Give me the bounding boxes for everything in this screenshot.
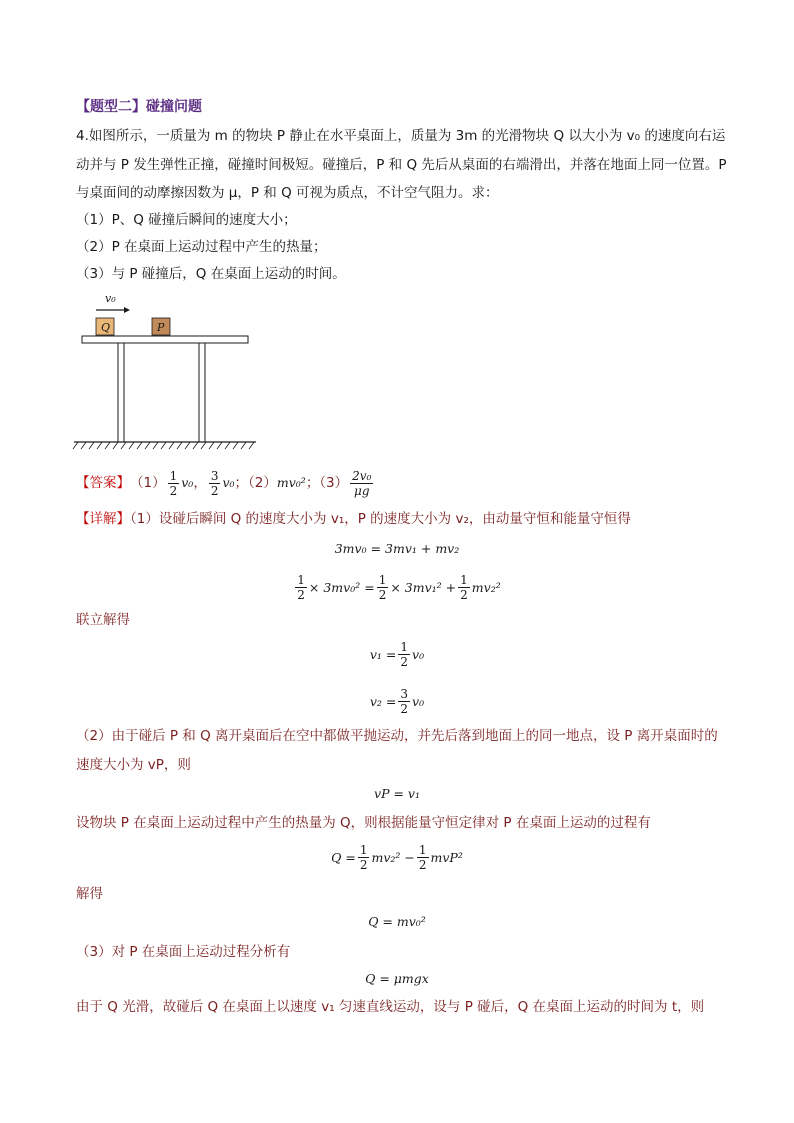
solve-label: 联立解得 bbox=[76, 612, 130, 628]
sub-question-2: （2）P 在桌面上运动过程中产生的热量； bbox=[76, 239, 327, 255]
equation-v2: v₂ = $\frac{3}{2}$ v₀ bbox=[369, 686, 425, 716]
answer-var-1: v₀ bbox=[181, 475, 194, 490]
equation-heat-result: Q = mv₀² bbox=[368, 914, 426, 929]
answer-label: 【答案】 bbox=[76, 475, 130, 491]
part3-line-2: 由于 Q 光滑，故碰后 Q 在桌面上以速度 v₁ 匀速直线运动，设与 P 碰后，Q 在桌面上运动的时间为 t，则 bbox=[76, 999, 705, 1015]
velocity-arrowhead bbox=[124, 307, 130, 313]
v0-label: v₀ bbox=[105, 292, 116, 305]
section-title: 【题型二】碰撞问题 bbox=[76, 99, 202, 115]
question-line-3: 与桌面间的动摩擦因数为 μ，P 和 Q 可视为质点，不计空气阻力。求： bbox=[76, 185, 499, 201]
table-top bbox=[82, 336, 248, 343]
part2-line-3: 设物块 P 在桌面上运动过程中产生的热量为 Q，则根据能量守恒定律对 P 在桌面上运动的过程有 bbox=[76, 815, 651, 831]
answer-part-3: ；（3） bbox=[305, 475, 349, 491]
question-line-1: 4.如图所示，一质量为 m 的物块 P 静止在水平桌面上，质量为 3m 的光滑物块 Q 以大小为 v₀ 的速度向右运 bbox=[76, 128, 726, 144]
equation-energy: $\frac{1}{2}$ × 3mv₀² = $\frac{1}{2}$ × 3mv₁² + $\frac{1}{2}$ mv₂² bbox=[297, 572, 501, 602]
answer-part-2: ；（2） bbox=[234, 475, 277, 491]
equation-heat: Q = $\frac{1}{2}$ mv₂² − $\frac{1}{2}$ mvP² bbox=[331, 842, 463, 872]
part2-line-1: （2）由于碰后 P 和 Q 离开桌面后在空中都做平抛运动，并先后落到地面上的同一地点，设 P 离开桌面时的 bbox=[76, 728, 718, 744]
block-p-label: P bbox=[157, 321, 165, 334]
equation-friction: Q = μmgx bbox=[365, 971, 429, 986]
part3-line-1: （3）对 P 在桌面上运动过程分析有 bbox=[76, 944, 291, 960]
sub-question-1: （1）P、Q 碰撞后瞬间的速度大小； bbox=[76, 212, 297, 228]
answer-heat: mv₀² bbox=[276, 475, 306, 490]
answer-fraction-1: $\frac{1}{2}$ bbox=[169, 468, 178, 498]
solve2-label: 解得 bbox=[76, 886, 103, 902]
table-leg-right bbox=[199, 343, 205, 442]
detail-line-1: 【详解】（1）设碰后瞬间 Q 的速度大小为 v₁，P 的速度大小为 v₂，由动量守恒和能量守恒得 bbox=[76, 511, 631, 527]
equation-momentum: 3mv₀ = 3mv₁ + mv₂ bbox=[334, 541, 460, 556]
table-diagram bbox=[70, 286, 260, 452]
question-line-2: 动并与 P 发生弹性正撞，碰撞时间极短。碰撞后，P 和 Q 先后从桌面的右端滑出，并落在地面上同一位置。P bbox=[76, 157, 727, 173]
equation-vp: vP = v₁ bbox=[374, 786, 420, 801]
answer-line bbox=[76, 466, 375, 500]
detail-label: 【详解】 bbox=[76, 511, 130, 527]
answer-fraction-3: $\frac{\text{2v₀}}{\mu g}$ bbox=[352, 468, 372, 498]
answer-part-1: （1） bbox=[130, 475, 166, 491]
answer-fraction-2: $\frac{3}{2}$ bbox=[210, 468, 219, 498]
equation-v1: v₁ = $\frac{1}{2}$ v₀ bbox=[369, 639, 425, 669]
block-q-label: Q bbox=[101, 321, 111, 334]
sub-question-3: （3）与 P 碰撞后，Q 在桌面上运动的时间。 bbox=[76, 266, 346, 282]
answer-comma: ， bbox=[193, 475, 207, 491]
part2-line-2: 速度大小为 vP，则 bbox=[76, 757, 191, 773]
answer-var-2: v₀ bbox=[222, 475, 235, 490]
table-leg-left bbox=[118, 343, 124, 442]
ground-hatching bbox=[73, 442, 254, 449]
